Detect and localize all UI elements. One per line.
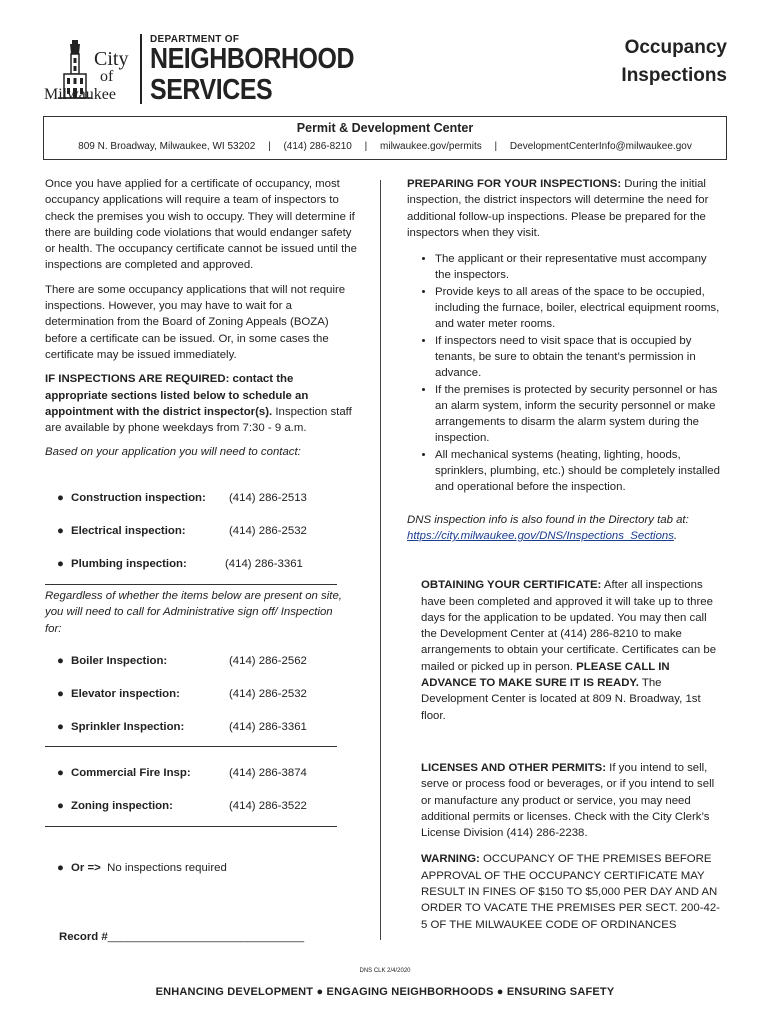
dept-name-line1: NEIGHBORHOOD [150,43,355,75]
divider-rule [45,826,337,827]
permit-center-box [43,116,727,160]
contact-phone: (414) 286-3361 [229,721,307,733]
title-line2: Inspections [621,65,727,86]
obtaining-text: After all inspections have been completed and approved it will take up to three days for the application to be updated. You may then call the Development Center at (414) 286-8210 to make arrangements to obtain your certificate. Certificates can be mailed or picked up in person. [421,579,717,673]
obtaining-heading: OBTAINING YOUR CERTIFICATE: [421,579,602,592]
or-label: Or => [71,862,101,874]
record-field[interactable] [59,929,304,945]
form-code: DNS CLK 2/4/2020 [359,968,411,974]
contact-name: Electrical inspection: [71,525,186,537]
no-inspections-text: No inspections required [107,862,227,874]
inspections-required-heading: IF INSPECTIONS ARE REQUIRED: contact the appropriate sections listed below to schedule an appointment with the district inspector(s). [45,373,309,418]
contact-electrical: ● Electrical inspection: (414) 286-2532 [57,523,186,539]
no-inspections-option: ● Or => No inspections required [57,860,227,876]
contact-elevator: ● Elevator inspection: (414) 286-2532 [57,686,180,702]
inspections-required-text: Inspection staff are available by phone weekdays from 7:30 - 9 a.m. [45,405,352,435]
obtaining-location: The Development Center is located at 809 N. Broadway, 1st floor. [421,677,701,722]
contact-phone: (414) 286-2532 [229,688,307,700]
right-column [407,176,725,933]
permit-phone: (414) 286-8210 [283,141,352,152]
contact-zoning: ● Zoning inspection: (414) 286-3522 [57,798,173,814]
divider-rule [45,746,337,747]
contact-name: Elevator inspection: [71,688,180,700]
licenses-paragraph [407,760,725,841]
permit-email: DevelopmentCenterInfo@milwaukee.gov [509,141,692,152]
separator: | [494,141,498,152]
footer-tagline: ENHANCING DEVELOPMENT ● ENGAGING NEIGHBORHOODS ● ENSURING SAFETY [155,986,615,998]
contact-name: Zoning inspection: [71,800,173,812]
intro-paragraph: Once you have applied for a certificate of occupancy, most occupancy applications will require a team of inspectors to check the premises you wish to occupy. They will determine if there are building code violations that would endanger safety or health. The occupancy certificate cannot be issued until the inspections are completed and approved. [45,178,357,272]
contact-commercial-fire: ● Commercial Fire Insp: (414) 286-3874 [57,765,191,781]
licenses-heading: LICENSES AND OTHER PERMITS: [421,761,607,774]
contact-name: Boiler Inspection: [71,655,168,667]
permit-address: 809 N. Broadway, Milwaukee, WI 53202 [78,141,256,152]
contact-name: Construction inspection: [71,492,206,504]
contact-name: Sprinkler Inspection: [71,721,185,733]
separator: | [364,141,368,152]
no-inspection-paragraph: There are some occupancy applications that will not require inspections. However, you may have to wait for a determination from the Board of Zoning Appeals (BOZA) before a certificate can be issued. Or, in some cases the certificate may be issued immediately. [45,283,346,361]
preparing-checklist [407,251,725,495]
separator: | [268,141,271,152]
list-item: • Provide keys to all areas of the space to be occupied, including the furnace, boiler, electrical equipment rooms, and water meter rooms. [435,284,725,333]
permit-website: milwaukee.gov/permits [380,141,482,152]
record-line: _______________________________ [107,931,305,943]
permit-center-info [44,141,726,152]
contact-phone: (414) 286-3522 [229,800,307,812]
dns-info-paragraph [407,512,725,545]
inspections-required-paragraph [45,371,357,436]
title-line1: Occupancy [624,37,727,58]
based-on-text: Based on your application you will need to contact: [45,446,301,459]
left-column [45,176,357,956]
obtaining-paragraph [407,577,725,724]
contact-phone: (414) 286-3874 [229,767,307,779]
divider-rule [45,584,337,585]
contact-plumbing: ● Plumbing inspection: (414) 286-3361 [57,556,187,572]
contact-boiler: ● Boiler Inspection: (414) 286-2562 [57,653,167,669]
warning-text: OCCUPANCY OF THE PREMISES BEFORE APPROVAL OF THE OCCUPANCY CERTIFICATE MAY RESULT IN FINES OF $150 TO $5,000 PER DAY AND AN ORDER TO VACATE THE PREMISES PER SECT. 200-42-5 OF THE MILWAUKEE CODE OF ORDINANCES [421,853,720,931]
city-logo [44,36,136,104]
licenses-text: If you intend to sell, serve or process food or beverages, or if you intend to sell or manufacture any product or service, you may need additional permits or licenses. Check with the City Clerk’s License Division (414) 286-2238. [421,761,715,840]
column-divider [380,180,381,940]
list-item: • The applicant or their representative must accompany the inspectors. [435,251,725,284]
contact-sprinkler: ● Sprinkler Inspection: (414) 286-3361 [57,719,184,735]
obtaining-call-ahead: PLEASE CALL IN ADVANCE TO MAKE SURE IT IS READY. [421,660,670,690]
contact-phone: (414) 286-3361 [225,558,303,570]
logo-divider [140,34,142,104]
contact-name: Plumbing inspection: [71,558,187,570]
dns-inspections-link[interactable]: https://city.milwaukee.gov/DNS/Inspections_Sections [407,529,674,542]
warning-heading: WARNING: [421,853,480,866]
dns-period: . [673,529,678,542]
record-label: Record # [59,931,108,943]
page-title [621,34,727,90]
list-item: • If inspectors need to visit space that is occupied by tenants, be sure to obtain the tenant’s permission in advance. [435,333,725,382]
contact-name: Commercial Fire Insp: [71,767,191,779]
logo-city-text: City [94,48,129,70]
preparing-heading: PREPARING FOR YOUR INSPECTIONS: [407,178,622,190]
list-item: • All mechanical systems (heating, lighting, hoods, sprinklers, plumbing, etc.) should be completely installed and operational before the inspection. [435,447,725,496]
contact-phone: (414) 286-2513 [229,492,307,504]
dept-name-line2: SERVICES [150,74,273,106]
dns-info-text: DNS inspection info is also found in the Directory tab at: [407,513,689,526]
preparing-text: During the initial inspection, the district inspectors will determine the need for additional follow-up inspections. Please be prepared for the inspectors when they visit. [407,178,709,239]
regardless-text: Regardless of whether the items below are present on site, you will need to call for Administrative sign off/ Inspection for: [45,590,342,635]
contact-phone: (414) 286-2562 [229,655,307,667]
contact-phone: (414) 286-2532 [229,525,307,537]
logo-milwaukee-text: Milwaukee [44,86,116,103]
contact-construction: ● Construction inspection: (414) 286-2513 [57,490,206,506]
permit-center-title: Permit & Development Center [296,121,474,135]
preparing-paragraph [407,176,725,241]
list-item: • If the premises is protected by security personnel or has an alarm system, inform the security personnel or make arrangements to disarm the alarm system during the inspection. [435,382,725,447]
warning-paragraph [407,851,725,932]
dept-of-label: DEPARTMENT OF [150,34,240,45]
logo-of-text: of [100,68,114,85]
